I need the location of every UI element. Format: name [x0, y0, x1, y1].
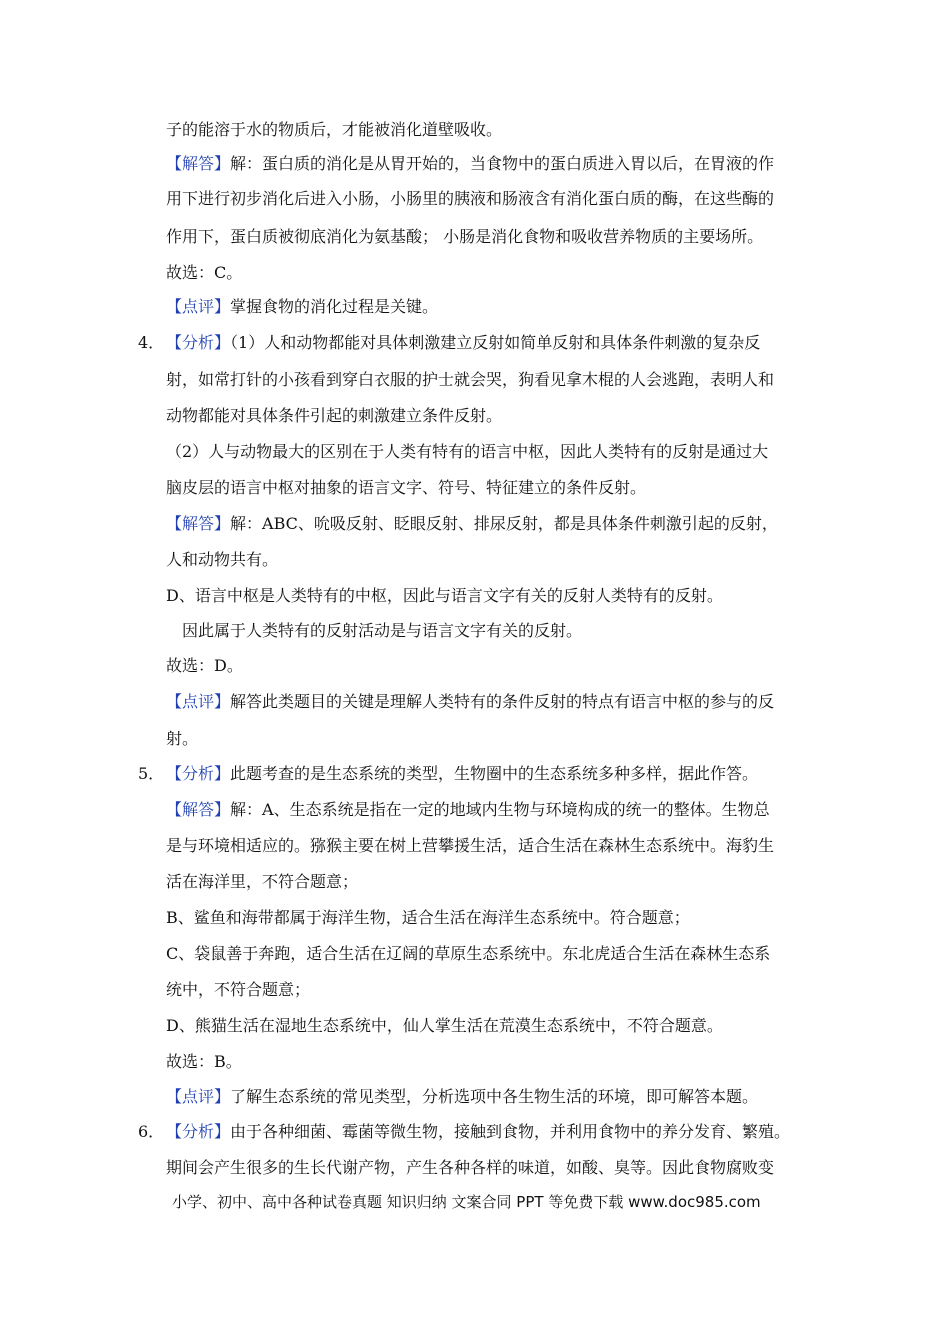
q5-answer-line: 活在海洋里，不符合题意；: [166, 872, 359, 891]
q4-analysis-line: 脑皮层的语言中枢对抽象的语言文字、符号、特征建立的条件反射。: [166, 478, 647, 497]
q4-analysis-line: 射，如常打针的小孩看到穿白衣服的护士就会哭，狗看见拿木棍的人会逃跑，表明人和: [166, 370, 775, 389]
q5-answer-line: 统中，不符合题意；: [166, 980, 311, 999]
q6-analysis-line: 期间会产生很多的生长代谢产物，产生各种各样的味道，如酸、臭等。因此食物腐败变: [166, 1158, 775, 1177]
comment-tag: 【点评】: [166, 1087, 231, 1106]
question-number: 6．: [138, 1122, 165, 1141]
q5-answer-line: 【解答】解：A、生态系统是指在一定的地域内生物与环境构成的统一的整体。生物总: [166, 800, 770, 819]
q4-answer-line: 【解答】解：ABC、吮吸反射、眨眼反射、排尿反射，都是具体条件刺激引起的反射，: [166, 514, 778, 533]
answer-tag: 【解答】: [166, 800, 231, 819]
q3-answer-line: 【解答】解：蛋白质的消化是从胃开始的，当食物中的蛋白质进入胃以后，在胃液的作: [166, 154, 775, 173]
q4-analysis-line: 【分析】（1）人和动物都能对具体刺激建立反射如简单反射和具体条件刺激的复杂反: [166, 333, 761, 352]
question-number: 5．: [138, 764, 165, 783]
analysis-tag: 【分析】: [166, 333, 231, 352]
q4-answer-line: D、语言中枢是人类特有的中枢，因此与语言文字有关的反射人类特有的反射。: [166, 586, 723, 605]
comment-tag: 【点评】: [166, 297, 231, 316]
q3-answer-line: 作用下，蛋白质被彻底消化为氨基酸； 小肠是消化食物和吸收营养物质的主要场所。: [166, 227, 764, 246]
analysis-tag: 【分析】: [166, 764, 231, 783]
answer-tag: 【解答】: [166, 514, 231, 533]
comment-tag: 【点评】: [166, 692, 231, 711]
q5-answer-choice: 故选：B。: [166, 1052, 242, 1071]
q4-answer-line: 因此属于人类特有的反射活动是与语言文字有关的反射。: [182, 621, 583, 640]
q4-comment-line: 射。: [166, 729, 199, 748]
q3-analysis-tail: 子的能溶于水的物质后，才能被消化道壁吸收。: [166, 120, 503, 139]
q3-answer-line: 用下进行初步消化后进入小肠，小肠里的胰液和肠液含有消化蛋白质的酶，在这些酶的: [166, 189, 775, 208]
q4-analysis-line: （2）人与动物最大的区别在于人类有特有的语言中枢，因此人类特有的反射是通过大: [166, 442, 769, 461]
q5-answer-line: B、鲨鱼和海带都属于海洋生物，适合生活在海洋生态系统中。符合题意；: [166, 908, 690, 927]
answer-tag: 【解答】: [166, 154, 231, 173]
q5-analysis: 【分析】此题考查的是生态系统的类型，生物圈中的生态系统多种多样，据此作答。: [166, 764, 759, 783]
q4-comment-line: 【点评】解答此类题目的关键是理解人类特有的条件反射的特点有语言中枢的参与的反: [166, 692, 775, 711]
q3-comment: 【点评】掌握食物的消化过程是关键。: [166, 297, 439, 316]
q4-answer-choice: 故选：D。: [166, 656, 243, 675]
analysis-tag: 【分析】: [166, 1122, 231, 1141]
q4-analysis-line: 动物都能对具体条件引起的刺激建立条件反射。: [166, 406, 503, 425]
q5-comment: 【点评】了解生态系统的常见类型，分析选项中各生物生活的环境，即可解答本题。: [166, 1087, 759, 1106]
q3-answer-choice: 故选：C。: [166, 263, 243, 282]
q4-answer-line: 人和动物共有。: [166, 550, 279, 569]
page-footer: 小学、初中、高中各种试卷真题 知识归纳 文案合同 PPT 等免费下载 www.doc985.com: [172, 1193, 761, 1211]
q6-analysis-line: 【分析】由于各种细菌、霉菌等微生物，接触到食物，并利用食物中的养分发育、繁殖。: [166, 1122, 791, 1141]
q5-answer-line: D、熊猫生活在湿地生态系统中，仙人掌生活在荒漠生态系统中，不符合题意。: [166, 1016, 723, 1035]
question-number: 4．: [138, 333, 165, 352]
q5-answer-line: 是与环境相适应的。猕猴主要在树上营攀援生活，适合生活在森林生态系统中。海豹生: [166, 836, 775, 855]
q5-answer-line: C、袋鼠善于奔跑，适合生活在辽阔的草原生态系统中。东北虎适合生活在森林生态系: [166, 944, 771, 963]
